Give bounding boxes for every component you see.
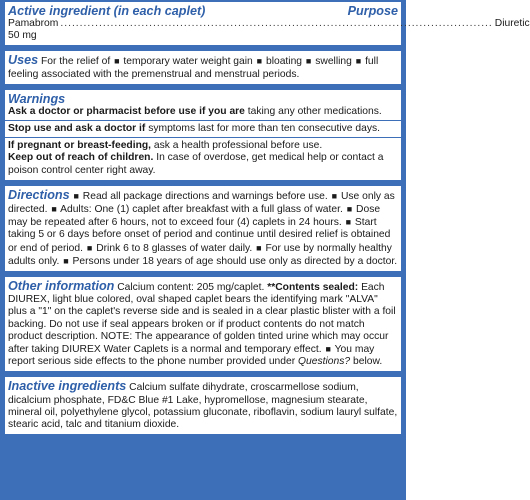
bullet-icon: ■: [325, 344, 331, 355]
bullet-icon: ■: [305, 56, 312, 67]
direction-item: For use by normally healthy adults only.: [8, 242, 392, 267]
uses-heading: Uses: [8, 53, 39, 68]
bullet-icon: ■: [256, 56, 263, 67]
uses-section: [5, 51, 401, 83]
directions-section: [5, 186, 401, 271]
warnings-heading: Warnings: [8, 91, 66, 106]
uses-item: temporary water weight gain: [123, 56, 253, 68]
bullet-icon: ■: [345, 217, 352, 228]
warning-ask: [8, 106, 398, 118]
bullet-icon: ■: [256, 242, 262, 253]
uses-item: bloating: [265, 56, 303, 68]
other-information-section: [5, 277, 401, 371]
warning-keep: [8, 152, 398, 176]
report-text: You may report serious side effects to the phone number provided under: [8, 344, 375, 368]
warning-pregnant: [8, 140, 398, 152]
warning-ask-text: taking any other medications.: [247, 105, 382, 117]
contents-sealed-bold: **Contents sealed:: [267, 282, 359, 294]
warning-pregnant-bold: If pregnant or breast-feeding,: [8, 140, 152, 152]
direction-item: Adults: One (1) caplet after breakfast with a full glass of water.: [60, 204, 343, 216]
active-header-row: [8, 4, 398, 18]
bullet-icon: ■: [51, 204, 57, 215]
report-below: below.: [353, 356, 383, 368]
ingredient-line: [8, 18, 530, 42]
divider: [5, 137, 401, 138]
questions-reference: Questions?: [298, 356, 351, 368]
warning-pregnant-text: ask a health professional before use.: [153, 140, 323, 152]
ingredient-name: Pamabrom 50 mg: [8, 18, 59, 42]
direction-item: Use only as directed.: [8, 190, 395, 216]
active-ingredient-heading: Active ingredient (in each caplet): [8, 4, 206, 18]
inactive-ingredients-text: Calcium sulfate dihydrate, croscarmellose sodium, dicalcium phosphate, FD&C Blue #1 Lake, hypromellose, magnesium stearate, mineral oil, polyethylene glycol, potassium gluconate, riboflavin, sodium lauryl sulfate, stearic acid, talc and titanium dioxide.: [8, 382, 398, 431]
bullet-icon: ■: [86, 242, 93, 253]
direction-item: Dose may be repeated after 6 hours, not to exceed four (4) caplets in 24 hours.: [8, 204, 381, 229]
bullet-icon: ■: [63, 255, 69, 266]
bullet-icon: ■: [114, 56, 120, 67]
warning-ask-bold: Ask a doctor or pharmacist before use if you are: [8, 105, 245, 117]
warning-stop-text: symptoms last for more than ten consecutive days.: [148, 123, 380, 135]
warnings-section: [5, 90, 401, 180]
direction-item: Drink 6 to 8 glasses of water daily.: [96, 242, 253, 254]
active-ingredient-section: [5, 2, 530, 45]
other-information-heading: Other information: [8, 279, 115, 294]
uses-item: full feeling associated with the premenstrual and menstrual periods.: [8, 56, 379, 80]
direction-item: Start taking 5 or 6 days before onset of period and continue until desired relief is obtained or end of period.: [8, 217, 391, 254]
inactive-ingredients-section: [5, 377, 401, 434]
uses-intro: For the relief of: [40, 56, 111, 68]
bullet-icon: ■: [346, 204, 353, 215]
warning-keep-text: In case of overdose, get medical help or contact a poison control center right away.: [8, 152, 384, 176]
dot-leader: ................................................................................................................: [60, 18, 493, 29]
direction-item: Persons under 18 years of age should use only as directed by a doctor.: [72, 255, 398, 267]
warning-stop-bold: Stop use and ask a doctor if: [8, 123, 146, 135]
calcium-content: Calcium content: 205 mg/caplet.: [117, 282, 265, 294]
directions-heading: Directions: [8, 187, 70, 202]
warning-stop: [8, 123, 398, 135]
bullet-icon: ■: [355, 56, 362, 67]
purpose-heading: Purpose: [347, 4, 398, 18]
bullet-icon: ■: [331, 190, 338, 201]
bullet-icon: ■: [73, 190, 79, 201]
contents-sealed-text: Each DIUREX, light blue colored, oval shaped caplet bears the identifying mark "ALVA" plus a "1" on the caplet's reverse side and is sealed in a clear plastic blister with a foil backing. Do not use if seal appears broken or if product contents do not match product description. NOTE: The appearance of golden tinted urine which may occur after taking DIUREX Water Caplets is a normal and temporary effect.: [8, 282, 396, 356]
uses-item: swelling: [315, 56, 352, 68]
direction-item: Read all package directions and warnings before use.: [82, 190, 328, 202]
divider: [5, 120, 401, 121]
inactive-ingredients-heading: Inactive ingredients: [8, 379, 127, 394]
warning-keep-bold: Keep out of reach of children.: [8, 152, 154, 164]
ingredient-purpose: Diuretic: [494, 18, 530, 29]
